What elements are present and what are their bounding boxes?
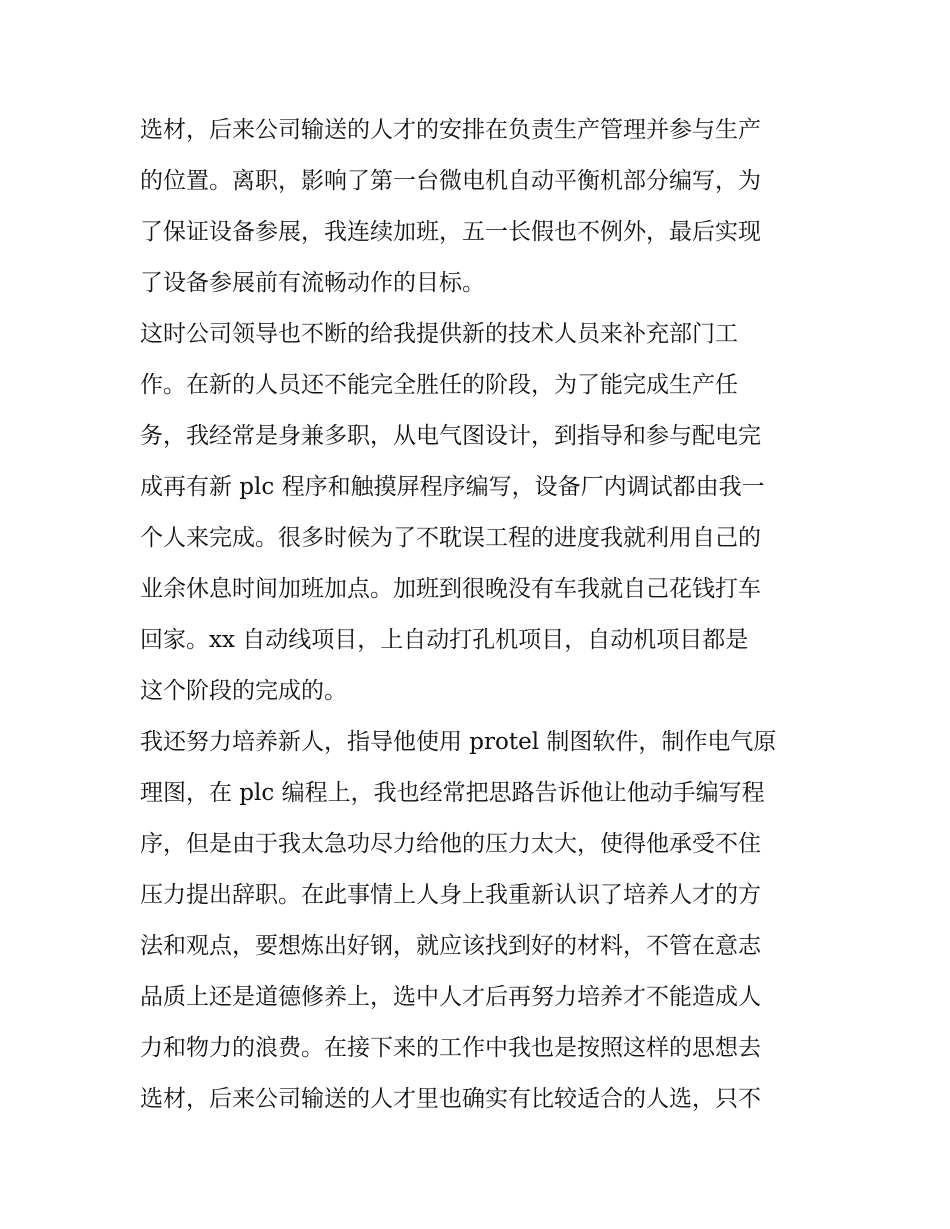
text-line: 了设备参展前有流畅动作的目标。	[140, 270, 485, 296]
text-line: 回家。xx 自动线项目，上自动打孔机项目，自动机项目都是	[140, 627, 749, 653]
text-line: 序，但是由于我太急功尽力给他的压力太大，使得他承受不住	[140, 831, 761, 857]
text-line: 压力提出辞职。在此事情上人身上我重新认识了培养人才的方	[140, 882, 761, 908]
text-line: 业余休息时间加班加点。加班到很晚没有车我就自己花钱打车	[140, 576, 761, 602]
text-line: 力和物力的浪费。在接下来的工作中我也是按照这样的思想去	[140, 1035, 761, 1061]
text-line: 这个阶段的完成的。	[140, 678, 347, 704]
text-line: 理图，在 plc 编程上，我也经常把思路告诉他让他动手编写程	[140, 780, 765, 806]
text-line: 的位置。离职，影响了第一台微电机自动平衡机部分编写，为	[140, 168, 761, 194]
text-line: 选材，后来公司输送的人才里也确实有比较适合的人选，只不	[140, 1086, 761, 1112]
text-line: 法和观点，要想炼出好钢，就应该找到好的材料，不管在意志	[140, 933, 761, 959]
document-body	[140, 105, 820, 1125]
text-line: 作。在新的人员还不能完全胜任的阶段，为了能完成生产任	[140, 372, 738, 398]
text-line: 成再有新 plc 程序和触摸屏程序编写，设备厂内调试都由我一	[140, 474, 765, 500]
text-line: 这时公司领导也不断的给我提供新的技术人员来补充部门工	[140, 321, 738, 347]
text-line: 务，我经常是身兼多职，从电气图设计，到指导和参与配电完	[140, 423, 761, 449]
text-line: 品质上还是道德修养上，选中人才后再努力培养才不能造成人	[140, 984, 761, 1010]
text-line: 个人来完成。很多时候为了不耽误工程的进度我就利用自己的	[140, 525, 761, 551]
text-line: 我还努力培养新人，指导他使用 protel 制图软件，制作电气原	[140, 729, 777, 755]
text-line: 了保证设备参展，我连续加班，五一长假也不例外，最后实现	[140, 219, 761, 245]
text-line: 选材，后来公司输送的人才的安排在负责生产管理并参与生产	[140, 117, 761, 143]
